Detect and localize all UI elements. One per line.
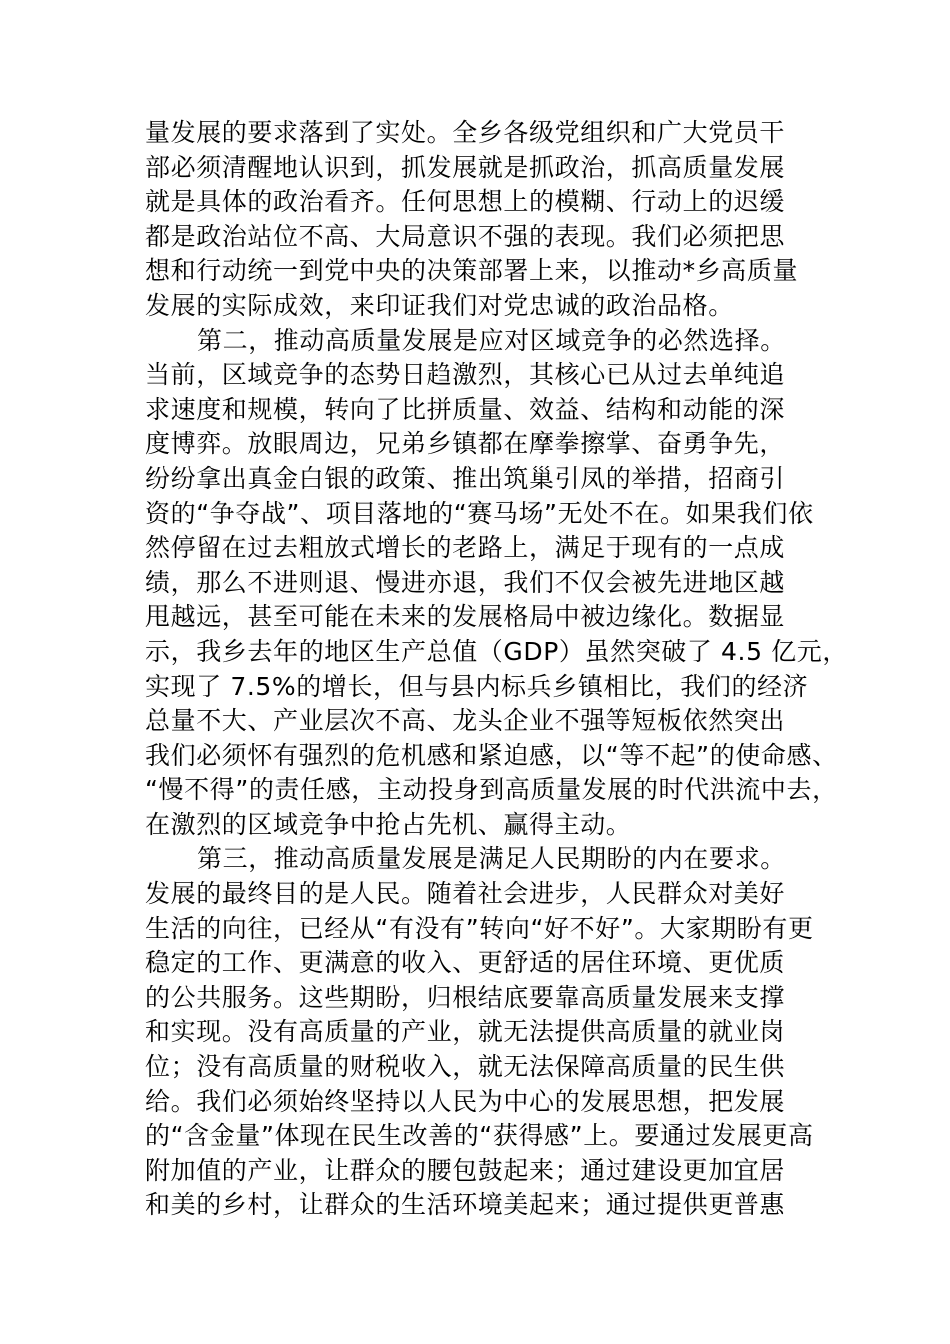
text-line: 度博弈。放眼周边，兄弟乡镇都在摩拳擦掌、奋勇争先， — [145, 429, 786, 459]
text-line: 我们必须怀有强烈的危机感和紧迫感，以“等不起”的使命感、 — [145, 740, 838, 770]
text-line: 示，我乡去年的地区生产总值（GDP）虽然突破了 4.5 亿元， — [145, 636, 848, 666]
text-line: 稳定的工作、更满意的收入、更舒适的居住环境、更优质 — [145, 948, 786, 978]
text-line: 位；没有高质量的财税收入，就无法保障高质量的民生供 — [145, 1052, 786, 1082]
text-line: 量发展的要求落到了实处。全乡各级党组织和广大党员干 — [145, 118, 786, 147]
text-line: 想和行动统一到党中央的决策部署上来，以推动*乡高质量 — [145, 256, 799, 286]
text-line: 发展的最终目的是人民。随着社会进步，人民群众对美好 — [145, 879, 786, 909]
text-line: “慢不得”的责任感，主动投身到高质量发展的时代洪流中去， — [145, 775, 838, 805]
text-line: 的“含金量”体现在民生改善的“获得感”上。要通过发展更高 — [145, 1121, 814, 1151]
text-line: 发展的实际成效，来印证我们对党忠诚的政治品格。 — [145, 290, 734, 320]
section-heading-line: 第二，推动高质量发展是应对区域竞争的必然选择。 — [197, 325, 786, 355]
text-line: 在激烈的区域竞争中抢占先机、赢得主动。 — [145, 809, 632, 839]
text-line: 求速度和规模，转向了比拼质量、效益、结构和动能的深 — [145, 394, 786, 424]
text-line: 给。我们必须始终坚持以人民为中心的发展思想，把发展 — [145, 1086, 786, 1116]
text-line: 资的“争夺战”、项目落地的“赛马场”无处不在。如果我们依 — [145, 498, 814, 528]
text-line: 甩越远，甚至可能在未来的发展格局中被边缘化。数据显 — [145, 602, 786, 632]
text-line: 的公共服务。这些期盼，归根结底要靠高质量发展来支撑 — [145, 982, 786, 1012]
text-line: 和实现。没有高质量的产业，就无法提供高质量的就业岗 — [145, 1017, 786, 1047]
text-line: 当前，区域竞争的态势日趋激烈，其核心已从过去单纯追 — [145, 360, 786, 390]
text-line: 然停留在过去粗放式增长的老路上，满足于现有的一点成 — [145, 533, 786, 563]
section-heading-line: 第三，推动高质量发展是满足人民期盼的内在要求。 — [197, 844, 786, 874]
text-line: 实现了 7.5%的增长，但与县内标兵乡镇相比，我们的经济 — [145, 671, 809, 701]
text-line: 绩，那么不进则退、慢进亦退，我们不仅会被先进地区越 — [145, 567, 786, 597]
text-line: 总量不大、产业层次不高、龙头企业不强等短板依然突出 — [145, 706, 786, 736]
text-line: 附加值的产业，让群众的腰包鼓起来；通过建设更加宜居 — [145, 1155, 786, 1185]
text-line: 部必须清醒地认识到，抓发展就是抓政治，抓高质量发展 — [145, 152, 786, 182]
text-line: 和美的乡村，让群众的生活环境美起来；通过提供更普惠 — [145, 1190, 786, 1220]
document-body — [145, 116, 848, 1223]
text-line: 生活的向往，已经从“有没有”转向“好不好”。大家期盼有更 — [145, 913, 814, 943]
text-line: 纷纷拿出真金白银的政策、推出筑巢引凤的举措，招商引 — [145, 463, 786, 493]
text-line: 都是政治站位不高、大局意识不强的表现。我们必须把思 — [145, 221, 786, 251]
text-line: 就是具体的政治看齐。任何思想上的模糊、行动上的迟缓 — [145, 187, 786, 217]
